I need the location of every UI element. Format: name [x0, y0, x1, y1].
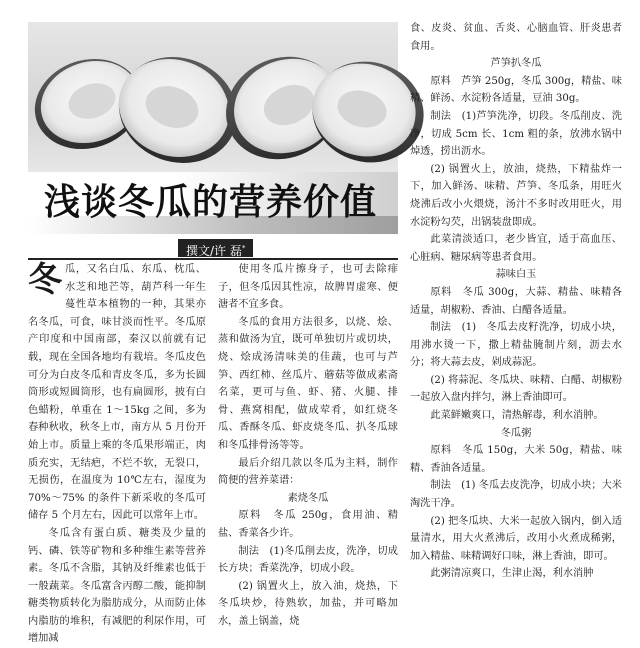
text-column-1 [28, 260, 206, 645]
recipe-title: 冬瓜粥 [500, 427, 532, 439]
author-byline [178, 239, 253, 257]
recipe-ingredients: 原料 冬瓜 300g，大蒜、精盐、味精各适量，胡椒粉、香油、白醋各适量。 [410, 286, 622, 316]
paragraph: 冬瓜的食用方法很多，以烧、烩、蒸和做汤为宜，既可单独切片或切块，烧、烩成汤清味美的佳蔬，也可与芦笋、西红柿、丝瓜片、蘑菇等做成素斋名菜，更可与鱼、虾、猪、火腿、排骨、燕窝相配，做成荤肴，如红烧冬瓜、香酥冬瓜、虾皮烧冬瓜、扒冬瓜球和冬瓜排骨汤等等。 [218, 316, 398, 451]
drop-cap: 冬 [28, 260, 62, 300]
author-name: 撰文/许 磊 [186, 244, 242, 258]
recipe-ingredients: 原料 冬瓜 250g，食用油、精盐、香菜各少许。 [218, 510, 398, 539]
title-divider [28, 258, 398, 260]
recipe-title: 素烧冬瓜 [287, 492, 329, 504]
recipe-step: 此菜鲜嫩爽口，清热解毒，利水消肿。 [430, 410, 604, 422]
paragraph: 使用冬瓜片擦身子，也可去除痱子，但冬瓜因其性凉，故脾胃虚寒、便溏者不宜多食。 [218, 264, 398, 311]
text-column-2 [218, 261, 398, 627]
paragraph: 冬瓜含有蛋白质、糖类及少量的钙、磷、铁等矿物和多种维生素等营养素。冬瓜不含脂，其钠及纤维素也低于一般蔬菜。冬瓜富含丙醇二酸，能抑制糖类物质转化为脂肪成分，从而防止体内脂肪的堆积，有减肥的利尿作用，可增加减 [28, 527, 206, 645]
recipe-step: (2) 将蒜泥、冬瓜块、味精、白醋、胡椒粉一起放入盘内拌匀，淋上香油即可。 [410, 374, 622, 404]
recipe-ingredients: 原料 冬瓜 150g，大米 50g，精盐、味精、香油各适量。 [410, 445, 622, 474]
recipe-step: 制法 (1)冬瓜削去皮，洗净，切成长方块；香菜洗净，切成小段。 [218, 545, 398, 575]
recipe-step: 制法 (1) 冬瓜去皮籽洗净，切成小块，用沸水烫一下，撒上精盐腌制片刻，沥去水分；将大蒜去皮，剁成蒜泥。 [410, 322, 622, 369]
article-title: 浅谈冬瓜的营养价值 [44, 182, 378, 223]
paragraph: 食、皮炎、贫血、舌炎、心脑血管、肝炎患者食用。 [410, 23, 622, 52]
recipe-step: 此粥清凉爽口，生津止渴，利水消肿 [430, 568, 594, 580]
recipe-ingredients: 原料 芦笋 250g，冬瓜 300g，精盐、味精、鲜汤、水淀粉各适量，豆油 30g。 [410, 75, 622, 105]
paragraph: 冬瓜，又名白瓜、东瓜、枕瓜、水芝和地芒等，葫芦科一年生蔓性草本植物的一种，其果亦名冬瓜，可食，味甘淡而性平。冬瓜原产印度和中国南部，秦汉以前就有记载，现在全国各地均有栽培。冬瓜皮色可分为白皮冬瓜和青皮冬瓜，多为长圆筒形或短圆筒形，也有扁圆形，披有白色蜡粉，单重在 1～15kg 之间，多为春种秋收，秋冬上市，南方从 5 月份开始上市。质量上乘的冬瓜果形端正，肉质充实，无结疤，不烂不软，无裂口，无损伤，在温度为 10℃左右，湿度为 70%～75% 的条件下新采收的冬瓜可储存 5 个月左右，因此可以常年上市。 [28, 260, 206, 522]
author-mark: * [241, 244, 246, 252]
recipe-step: (2) 锅置火上，放油，烧热，下精盐炸一下，加入鲜汤、味精、芦笋、冬瓜条，用旺火烧沸后改小火煨烧，汤汁不多时改用旺火，用水淀粉勾芡，出锅装盘即成。 [410, 163, 622, 228]
recipe-step: (2) 把冬瓜块、大米一起放入锅内，倒入适量清水，用大火煮沸后，改用小火煮成稀粥，加入精盐、味精调好口味，淋上香油，即可。 [410, 515, 622, 562]
recipe-step: (2) 锅置火上，放入油，烧热，下冬瓜块炒，待熟软，加盐，并可略加水，盖上锅盖，烧 [218, 580, 398, 627]
winter-melon-illustration [28, 22, 398, 180]
paragraph: 最后介绍几款以冬瓜为主料，制作简便的营养菜谱： [218, 457, 398, 487]
winter-melon-photo [28, 22, 398, 180]
recipe-step: 制法 (1)芦笋洗净，切段。冬瓜削皮、洗净，切成 5cm 长、1cm 粗的条，放沸水锅中焯透，捞出沥水。 [410, 110, 622, 158]
recipe-step: 此菜清淡适口，老少皆宜，适于高血压、心脏病、糖尿病等患者食用。 [410, 234, 622, 263]
text-column-3 [410, 20, 622, 580]
recipe-step: 制法 (1) 冬瓜去皮洗净，切成小块；大米淘洗干净。 [410, 480, 622, 510]
recipe-title: 蒜味白玉 [495, 269, 537, 281]
recipe-title: 芦笋扒冬瓜 [490, 58, 542, 70]
